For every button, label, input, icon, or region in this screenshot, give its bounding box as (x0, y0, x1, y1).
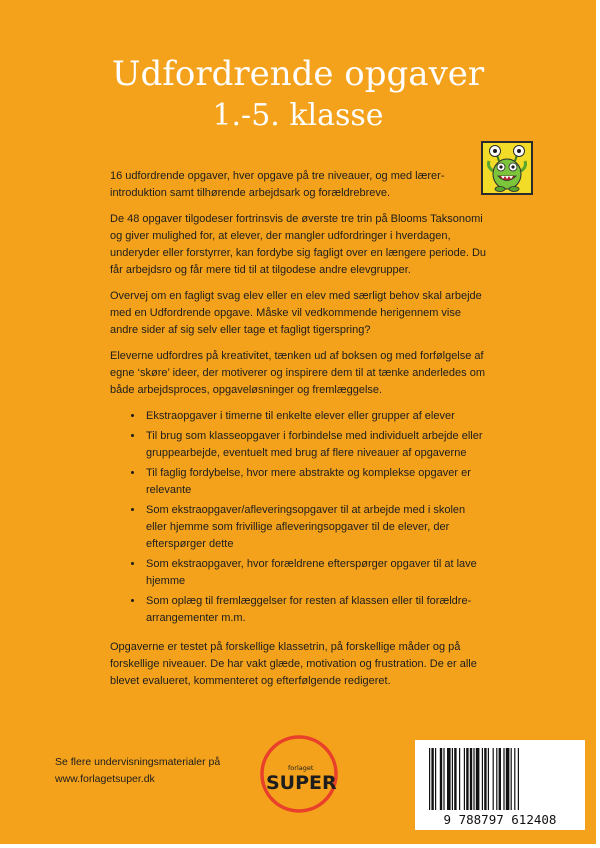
barcode-bar (506, 748, 510, 810)
barcode-bar (429, 748, 430, 810)
barcode-bar (454, 748, 456, 810)
barcode-bar (440, 748, 442, 810)
barcode-bar (459, 748, 460, 810)
barcode-digits: 9 788797 612408 (443, 812, 557, 827)
barcode-bar (482, 748, 483, 810)
barcode-bar (447, 748, 451, 810)
barcode-bar (473, 748, 474, 810)
barcode-bar (443, 748, 444, 810)
blooms-paragraph: De 48 opgaver tilgodeser fortrinsvis de øverste tre trin på Blooms Taksonomi og giver mulighed for, at elever, der mangler udfordringer i hverdagen, underyder eller forstyrrer, kan fordybe sig fagligt over en længere periode. Du får arbejdsro og får mere tid til at tilgodese andre elevgrupper. (110, 213, 487, 276)
barcode-bar (488, 748, 489, 810)
usage-list (110, 408, 488, 627)
book-title: Udfordrende opgaver (111, 54, 485, 94)
footer-note (55, 754, 255, 788)
weak-student-paragraph: Overvej om en fagligt svag elev eller en elev med særligt behov skal arbejde med en Udfordrende opgave. Måske vil vedkommende herigennem vise andre sider af sig selv eller tage et fagligt tigerspring? (110, 290, 482, 336)
logo-big-text: SUPER (266, 772, 337, 794)
barcode-bar (435, 748, 436, 810)
barcode-bar (514, 748, 515, 810)
barcode-bar (476, 748, 480, 810)
list-item: • Til faglig fordybelse, hvor mere abstrakte og komplekse opgaver er relevante (144, 465, 488, 499)
book-subtitle: 1.-5. klasse (212, 98, 384, 133)
barcode-bar (499, 748, 501, 810)
website-link[interactable]: www.forlagetsuper.dk (55, 773, 155, 785)
barcode-bar (466, 748, 468, 810)
barcode-bar (518, 748, 519, 810)
barcode-bar (484, 748, 486, 810)
barcode (415, 740, 585, 830)
green-monster-icon (481, 141, 533, 195)
publisher-logo (258, 733, 340, 815)
barcode-bar (452, 748, 453, 810)
list-item: • Til brug som klasseopgaver i forbindelse med individuelt arbejde eller gruppearbejde, eventuelt med brug af flere niveauer af opgaverne (144, 428, 488, 462)
barcode-bar (493, 748, 494, 810)
barcode-bar (496, 748, 497, 810)
barcode-bar (470, 748, 472, 810)
intro-paragraph: 16 udfordrende opgaver, hver opgave på tre niveauer, og med lærer-introduktion samt tilhørende arbejdsark og forældrebreve. (110, 170, 445, 199)
barcode-bar (503, 748, 504, 810)
description (110, 168, 488, 699)
footer-line: Se flere undervisningsmaterialer på (55, 756, 221, 768)
list-item: • Som ekstraopgaver, hvor forældrene efterspørger opgaver til at lave hjemme (144, 556, 488, 590)
list-item: • Som oplæg til fremlæggelser for resten af klassen eller til forældre-arrangementer m.m. (144, 593, 488, 627)
logo-small-text: forlaget (288, 764, 314, 772)
barcode-bar (431, 748, 433, 810)
barcode-bar (511, 748, 512, 810)
barcode-bar (464, 748, 465, 810)
list-item: • Ekstraopgaver i timerne til enkelte elever eller grupper af elever (144, 408, 488, 425)
closing-paragraph: Opgaverne er testet på forskellige klassetrin, på forskellige måder og på forskellige niveauer. De har vakt glæde, motivation og frustration. De er alle blevet evalueret, kommenteret og efterfølgende redigeret. (110, 641, 477, 687)
creativity-paragraph: Eleverne udfordres på kreativitet, tænken ud af boksen og med forfølgelse af egne ‘skøre’ ideer, der motiverer og inspirere dem til at tænke anderledes om både arbejdsproces, opgaveløsninger og fremlæggelse. (110, 350, 485, 396)
list-item: • Som ekstraopgaver/afleveringsopgaver til at arbejde med i skolen eller hjemme som frivillige afleveringsopgaver til de elever, der efterspørger dette (144, 502, 488, 553)
